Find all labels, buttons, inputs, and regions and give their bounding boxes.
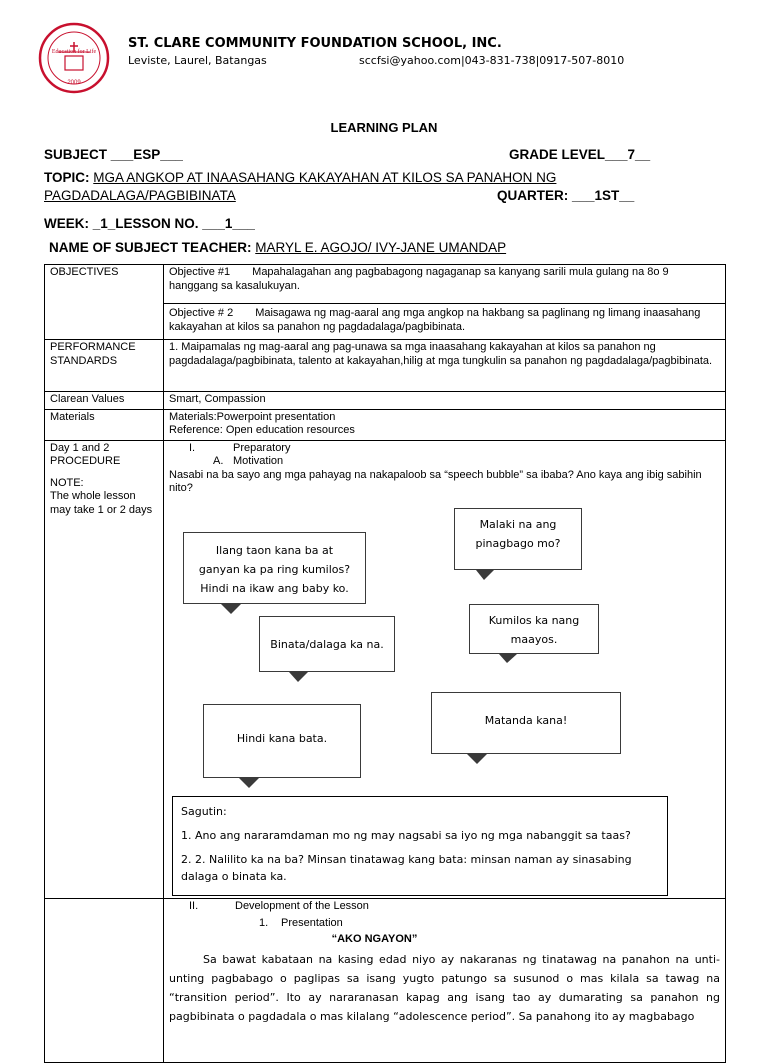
note-text: The whole lesson may take 1 or 2 days	[50, 490, 153, 516]
quarter-label: QUARTER:	[497, 188, 572, 203]
speech-bubble-3-tail	[499, 654, 517, 663]
quarter-value: ___1ST__	[572, 188, 635, 203]
materials-text: Materials:Powerpoint presentation	[169, 410, 336, 423]
week-value: _1_	[92, 216, 116, 231]
performance-label: PERFORMANCE STANDARDS	[45, 340, 164, 392]
teacher-label: NAME OF SUBJECT TEACHER:	[49, 240, 256, 255]
document-title: LEARNING PLAN	[330, 120, 438, 135]
materials-row	[45, 409, 726, 440]
preparatory-label: Preparatory	[233, 441, 291, 454]
objective-2-text: Maisagawa ng mag-aaral ang mga angkop na hakbang sa paglinang ng limang inaasahang kakayahan at kilos sa panahon ng pagdadalaga/pagbibinata.	[169, 307, 701, 333]
preparatory-line	[169, 442, 720, 456]
sagutin-question-2: 2. 2. Nalilito ka na ba? Minsan tinatawag kang bata: minsan naman ay sinasabing dalaga o binata ka.	[181, 852, 632, 883]
materials-cell	[164, 409, 726, 440]
school-address: Leviste, Laurel, Batangas	[128, 54, 267, 67]
presentation-line	[169, 917, 720, 931]
motivation-num: A.	[213, 455, 224, 467]
development-row	[45, 898, 726, 1062]
speech-bubble-3-text: Kumilos ka nang maayos.	[488, 613, 580, 646]
development-label-cell	[45, 898, 164, 1062]
procedure-cell	[45, 440, 164, 898]
school-contact: sccfsi@yahoo.com|043-831-738|0917-507-8010	[359, 54, 625, 67]
lesson-value: ___1___	[202, 216, 255, 231]
presentation-text: Sa bawat kabataan na kasing edad niyo ay nakaranas ng tinatawag na panahon na unti-unting pagbabago o paglipas sa isang yugto patungo sa susunod o mas kilala sa tawag na “transition period”. Ito ay nararanasan kapag ang isang tao ay dumarating sa panahon ng pagbibinata o pagdadala o mas kilalang “adolescence period”. Sa panahong ito ay magbabago	[169, 953, 720, 1023]
grade-field	[509, 147, 650, 162]
procedure-content	[164, 440, 726, 898]
sagutin-question-1: 1. Ano ang nararamdaman mo ng may nagsabi sa iyo ng mga nabanggit sa taas?	[181, 828, 631, 842]
speech-bubble-6-text: Hindi kana bata.	[236, 731, 328, 745]
objective-2	[164, 304, 726, 340]
school-logo	[38, 22, 110, 94]
procedure-row	[45, 440, 726, 898]
topic-field	[44, 170, 556, 185]
note-label: NOTE:	[50, 476, 84, 489]
speech-bubble-5	[431, 692, 621, 754]
subject-field	[44, 147, 183, 162]
quarter-field	[497, 188, 634, 203]
values-row	[45, 392, 726, 410]
speech-bubble-4	[259, 616, 395, 672]
speech-bubble-2-tail	[221, 604, 241, 614]
values-label: Clarean Values	[45, 392, 164, 410]
development-content	[164, 898, 726, 1062]
presentation-num: 1.	[259, 917, 269, 929]
week-label: WEEK:	[44, 216, 93, 231]
motivation-line	[169, 455, 720, 469]
speech-bubble-6-tail	[239, 778, 259, 788]
week-lesson-field	[44, 216, 255, 231]
grade-label: GRADE LEVEL___	[509, 147, 628, 162]
materials-label: Materials	[45, 409, 164, 440]
objective-1	[164, 265, 726, 304]
speech-bubble-4-text: Binata/dalaga ka na.	[270, 637, 384, 651]
performance-text: 1. Maipamalas ng mag-aaral ang pag-unawa sa mga inaasahang kakayahan at kilos sa panahon ng pagdadalaga/pagbibinata, talento at kakayahan,hilig at mga tungkulin sa panahon ng pagdadalaga/pagbibinata.	[164, 340, 726, 392]
development-num: II.	[189, 899, 199, 912]
objective-2-num: Objective # 2	[169, 307, 234, 319]
speech-bubble-1-text: Malaki na ang pinagbago mo?	[475, 517, 561, 550]
topic-label: TOPIC:	[44, 170, 94, 185]
objectives-label: OBJECTIVES	[45, 265, 164, 340]
speech-bubble-4-tail	[289, 672, 308, 682]
topic-line-1: MGA ANGKOP AT INAASAHANG KAKAYAHAN AT KILOS SA PANAHON NG	[93, 170, 557, 185]
sagutin-box	[172, 796, 668, 896]
motivation-label: Motivation	[233, 455, 284, 467]
presentation-label: Presentation	[281, 917, 343, 929]
reference-text: Reference: Open education resources	[169, 424, 355, 436]
subject-label: SUBJECT ___	[44, 147, 134, 162]
lesson-label: LESSON NO.	[115, 216, 203, 231]
speech-bubble-area	[169, 496, 720, 794]
teacher-field	[49, 240, 506, 255]
speech-bubble-5-tail	[467, 754, 487, 764]
objective-1-text: Mapahalagahan ang pagbabagong nagaganap sa kanyang sarili mula gulang na 8o 9 hanggang sa kasalukuyan.	[169, 266, 669, 292]
objective-1-num: Objective #1	[169, 266, 231, 278]
school-name: ST. CLARE COMMUNITY FOUNDATION SCHOOL, INC.	[128, 36, 502, 51]
teacher-value: MARYL E. AGOJO/ IVY-JANE UMANDAP	[255, 240, 507, 255]
development-line	[169, 900, 720, 914]
motivation-question: Nasabi na ba sayo ang mga pahayag na nakapaloob sa “speech bubble” sa ibaba? Ano kaya ang ibig sabihin nito?	[169, 468, 702, 494]
logo-year: 2009	[67, 80, 81, 86]
presentation-title: “AKO NGAYON”	[331, 932, 418, 945]
objectives-row-1	[45, 265, 726, 304]
speech-bubble-6	[203, 704, 361, 778]
topic-line-2: PAGDADALAGA/PAGBIBINATA	[44, 188, 236, 203]
grade-value: 7__	[627, 147, 651, 162]
performance-row	[45, 340, 726, 392]
speech-bubble-2-text: Ilang taon kana ba at ganyan ka pa ring kumilos? Hindi na ikaw ang baby ko.	[198, 543, 351, 595]
speech-bubble-3	[469, 604, 599, 654]
logo-motto: Education for Life	[51, 49, 97, 55]
topic-field-cont	[44, 188, 236, 203]
sagutin-label: Sagutin:	[181, 804, 227, 818]
preparatory-num: I.	[189, 441, 196, 454]
values-text: Smart, Compassion	[164, 392, 726, 410]
learning-plan-table	[44, 264, 726, 1063]
sagutin-area	[169, 794, 720, 896]
speech-bubble-2	[183, 532, 366, 604]
subject-value: ESP___	[133, 147, 183, 162]
speech-bubble-1	[454, 508, 582, 570]
speech-bubble-5-text: Matanda kana!	[484, 713, 568, 727]
procedure-label: Day 1 and 2 PROCEDURE	[50, 441, 121, 467]
development-label: Development of the Lesson	[235, 899, 369, 912]
speech-bubble-1-tail	[476, 570, 494, 580]
